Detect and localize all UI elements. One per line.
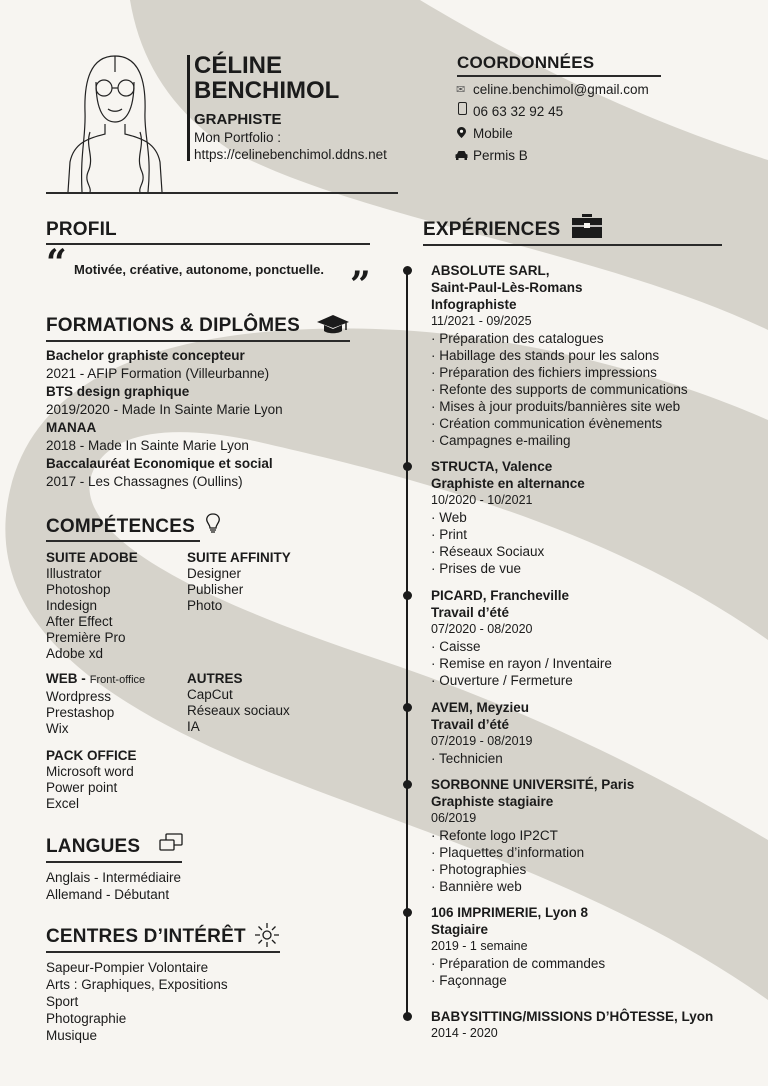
experience-task: · Photographies: [431, 862, 527, 877]
location-pin-icon: [457, 127, 466, 138]
language-item: Allemand - Débutant: [46, 887, 170, 902]
experience-dates: 2014 - 2020: [431, 1026, 498, 1040]
experience-entry: [431, 904, 605, 989]
skill-item: CapCut: [187, 687, 233, 702]
profil-rule: [46, 243, 370, 245]
formations-list: [46, 347, 283, 491]
skill-group-label: PACK OFFICE: [46, 748, 137, 763]
experience-dates: 06/2019: [431, 811, 477, 825]
skill-group-autres: [187, 670, 290, 735]
contact-license: Permis B: [473, 148, 528, 163]
header-divider: [46, 192, 398, 194]
skill-item: Indesign: [46, 598, 98, 613]
interets-list: [46, 959, 228, 1044]
experience-title: Graphiste en alternance: [431, 476, 585, 491]
skill-item: Réseaux sociaux: [187, 703, 290, 718]
skill-item: Illustrator: [46, 566, 102, 581]
interest-item: Musique: [46, 1028, 98, 1043]
experience-task: · Préparation des catalogues: [431, 331, 604, 346]
experience-task: · Caisse: [431, 639, 481, 654]
skill-item: Photo: [187, 598, 223, 613]
experience-title: ABSOLUTE SARL,: [431, 263, 550, 278]
experience-title: Graphiste stagiaire: [431, 794, 554, 809]
portfolio-link[interactable]: https://celinebenchimol.ddns.net: [194, 147, 387, 162]
skill-item: Excel: [46, 796, 80, 811]
portfolio-label: Mon Portfolio :: [194, 130, 282, 145]
experience-task: · Plaquettes d’information: [431, 845, 585, 860]
langues-list: [46, 869, 181, 903]
skill-group-label: SUITE AFFINITY: [187, 550, 291, 565]
experience-title: 106 IMPRIMERIE, Lyon 8: [431, 905, 589, 920]
experience-title: Infographiste: [431, 297, 517, 312]
experience-dates: 11/2021 - 09/2025: [431, 314, 532, 328]
experience-task: · Refonte logo IP2CT: [431, 828, 558, 843]
contact-phone: 06 63 32 92 45: [473, 104, 564, 119]
phone-icon: [458, 102, 467, 115]
competences-rule: [46, 540, 200, 542]
formation-degree: MANAA: [46, 420, 97, 435]
portrait-illustration: [60, 52, 170, 194]
contact-heading: COORDONNÉES: [457, 53, 595, 72]
skill-group-web: [46, 670, 145, 737]
interets-rule: [46, 951, 280, 953]
experience-entry: [431, 776, 634, 895]
experience-task: · Préparation de commandes: [431, 956, 606, 971]
experience-entry: [431, 699, 532, 767]
skill-item: IA: [187, 719, 200, 734]
experience-task: · Remise en rayon / Inventaire: [431, 656, 612, 671]
profil-heading: PROFIL: [46, 219, 117, 240]
formations-rule: [46, 340, 350, 342]
skill-group-label: AUTRES: [187, 671, 243, 686]
skill-item: Power point: [46, 780, 118, 795]
experience-task: · Façonnage: [431, 973, 507, 988]
experience-task: · Préparation des fichiers impressions: [431, 365, 657, 380]
skill-group-title: [46, 670, 145, 689]
experience-dates: 2019 - 1 semaine: [431, 939, 528, 953]
close-quote-icon: ”: [350, 264, 371, 306]
first-name: CÉLINE: [194, 52, 283, 79]
experience-entry: [431, 1008, 713, 1042]
formations-heading: FORMATIONS & DIPLÔMES: [46, 315, 301, 336]
skill-item: Première Pro: [46, 630, 126, 645]
experiences-heading: EXPÉRIENCES: [423, 219, 561, 240]
skill-item: Designer: [187, 566, 242, 581]
contact-email[interactable]: celine.benchimol@gmail.com: [473, 82, 649, 97]
timeline-dot: [403, 780, 412, 789]
contact-rule: [457, 75, 661, 77]
skill-group-adobe: [46, 549, 138, 662]
mail-icon: ✉: [456, 84, 466, 96]
timeline-dot: [403, 591, 412, 600]
experiences-rule: [423, 244, 722, 246]
experience-task: · Refonte des supports de communications: [431, 382, 688, 397]
langues-heading: LANGUES: [46, 836, 141, 857]
experience-title: STRUCTA, Valence: [431, 459, 553, 474]
lightbulb-icon: [204, 512, 222, 536]
skill-group-title: [46, 747, 137, 764]
experience-title: Travail d’été: [431, 717, 510, 732]
experience-task: · Print: [431, 527, 468, 542]
skill-item: Wix: [46, 721, 69, 736]
experience-task: · Création communication évènements: [431, 416, 663, 431]
name-bar: [187, 55, 190, 161]
skill-item: After Effect: [46, 614, 113, 629]
experience-task: · Bannière web: [431, 879, 522, 894]
timeline-line: [406, 270, 408, 1016]
job-title: GRAPHISTE: [194, 111, 282, 128]
formation-degree: Baccalauréat Economique et social: [46, 456, 273, 471]
interest-item: Arts : Graphiques, Expositions: [46, 977, 228, 992]
experience-task: · Campagnes e-mailing: [431, 433, 571, 448]
timeline-dot: [403, 908, 412, 917]
formation-detail: 2017 - Les Chassagnes (Oullins): [46, 474, 243, 489]
experience-title: Stagiaire: [431, 922, 489, 937]
graduation-cap-icon: [316, 313, 350, 335]
experience-title: Saint-Paul-Lès-Romans: [431, 280, 583, 295]
experience-task: · Mises à jour produits/bannières site web: [431, 399, 681, 414]
langues-rule: [46, 861, 182, 863]
timeline-dot: [403, 266, 412, 275]
experience-dates: 07/2019 - 08/2019: [431, 734, 533, 748]
formation-degree: Bachelor graphiste concepteur: [46, 348, 245, 363]
profil-text: Motivée, créative, autonome, ponctuelle.: [74, 262, 324, 277]
experience-entry: [431, 587, 612, 689]
experience-title: SORBONNE UNIVERSITÉ, Paris: [431, 777, 635, 792]
timeline-dot: [403, 462, 412, 471]
competences-heading: COMPÉTENCES: [46, 516, 195, 537]
experience-task: · Web: [431, 510, 467, 525]
timeline-dot: [403, 703, 412, 712]
skill-group-label: SUITE ADOBE: [46, 550, 138, 565]
open-quote-icon: “: [46, 242, 67, 284]
experience-title: Travail d’été: [431, 605, 510, 620]
interest-item: Sapeur-Pompier Volontaire: [46, 960, 209, 975]
experience-task: · Prises de vue: [431, 561, 522, 576]
skill-group-title: [187, 549, 291, 566]
skill-item: Microsoft word: [46, 764, 134, 779]
formation-detail: 2021 - AFIP Formation (Villeurbanne): [46, 366, 270, 381]
skill-group-title: [187, 670, 290, 687]
briefcase-icon: [571, 213, 603, 239]
skill-group-affinity: [187, 549, 291, 614]
timeline-dot: [403, 1012, 412, 1021]
formation-detail: 2018 - Made In Sainte Marie Lyon: [46, 438, 249, 453]
skill-group-subtitle: Front-office: [89, 674, 146, 686]
experience-entry: [431, 458, 585, 577]
experience-dates: 07/2020 - 08/2020: [431, 622, 533, 636]
skill-item: Wordpress: [46, 689, 112, 704]
skill-item: Adobe xd: [46, 646, 104, 661]
interets-heading: CENTRES D’INTÉRÊT: [46, 926, 246, 947]
experience-entry: [431, 262, 688, 449]
skill-item: Publisher: [187, 582, 244, 597]
car-icon: [455, 150, 468, 160]
skill-group-label: WEB -: [46, 671, 86, 686]
skill-item: Prestashop: [46, 705, 115, 720]
experience-dates: 10/2020 - 10/2021: [431, 493, 533, 507]
formation-detail: 2019/2020 - Made In Sainte Marie Lyon: [46, 402, 283, 417]
experience-task: · Réseaux Sociaux: [431, 544, 545, 559]
contact-mobility: Mobile: [473, 126, 513, 141]
formation-degree: BTS design graphique: [46, 384, 190, 399]
skill-item: Photoshop: [46, 582, 111, 597]
experience-title: BABYSITTING/MISSIONS D’HÔTESSE, Lyon: [431, 1009, 714, 1024]
sun-icon: [254, 922, 280, 948]
experience-title: PICARD, Francheville: [431, 588, 570, 603]
skill-group-title: [46, 549, 138, 566]
interest-item: Photographie: [46, 1011, 127, 1026]
chat-bubbles-icon: [158, 832, 184, 854]
experience-task: · Technicien: [431, 751, 503, 766]
interest-item: Sport: [46, 994, 79, 1009]
experience-task: · Habillage des stands pour les salons: [431, 348, 660, 363]
experience-task: · Ouverture / Fermeture: [431, 673, 573, 688]
skill-group-office: [46, 747, 137, 812]
language-item: Anglais - Intermédiaire: [46, 870, 182, 885]
experience-title: AVEM, Meyzieu: [431, 700, 530, 715]
last-name: BENCHIMOL: [194, 77, 340, 104]
